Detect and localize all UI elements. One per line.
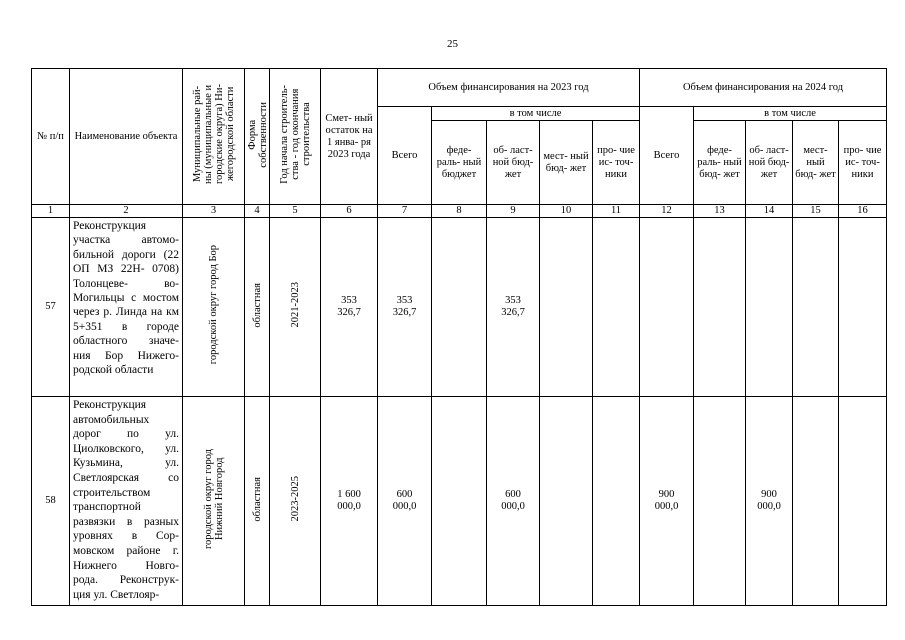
- total-2023-cell: [378, 397, 432, 606]
- header-fin-2023: Объем финансирования на 2023 год: [378, 69, 640, 107]
- regional-2023-cell: [487, 397, 540, 606]
- local-2023-cell: [540, 397, 593, 606]
- header-name: Наименование объекта: [70, 69, 183, 205]
- header-num: № п/п: [32, 69, 70, 205]
- regional-2023-cell: [487, 218, 540, 397]
- column-number: 6: [321, 205, 378, 218]
- column-number: 11: [593, 205, 640, 218]
- total-2024-cell: [640, 397, 694, 606]
- other-2024-cell: [839, 218, 887, 397]
- header-local-2023: мест- ный бюд- жет: [540, 121, 593, 205]
- header-years-line: строительства: [300, 102, 312, 167]
- header-federal-2023: феде- раль- ный бюджет: [432, 121, 487, 205]
- years-value: 2023-2025: [289, 476, 301, 522]
- object-name: Реконструкция автомобильных дорог по ул. Циолковского, ул. Кузьмина, ул. Светлоярская со строительством транспортной развязки в разных уровнях в Сор- мовском районе г. Нижнего Новго- рода. Реконструк- ция ул. Светлояр-: [73, 399, 179, 601]
- header-years-line: ства - год окончания: [289, 88, 301, 181]
- column-number: 3: [183, 205, 245, 218]
- header-incl-2024: в том числе: [694, 107, 887, 121]
- header-row-1: [32, 69, 887, 107]
- column-number: 14: [746, 205, 793, 218]
- column-number: 4: [245, 205, 270, 218]
- ownership-value: областная: [251, 476, 263, 522]
- total-2023-cell: [378, 218, 432, 397]
- header-ownership-line: собственности: [258, 101, 269, 168]
- column-number: 13: [694, 205, 746, 218]
- remainder-cell: [321, 218, 378, 397]
- header-other-2023: про- чие ис- точ- ники: [593, 121, 640, 205]
- district-cell: [183, 218, 245, 397]
- value-line: 353: [396, 295, 413, 306]
- header-district: [183, 69, 245, 205]
- value-line: 000,0: [757, 501, 781, 512]
- federal-2024-cell: [694, 397, 746, 606]
- header-district-line: городские округа) Ни-: [213, 84, 225, 185]
- column-number: 7: [378, 205, 432, 218]
- header-other-2024: про- чие ис- точ- ники: [839, 121, 887, 205]
- header-local-2024: мест- ный бюд- жет: [793, 121, 839, 205]
- value-line: 326,7: [337, 307, 361, 318]
- value-line: 900: [761, 489, 777, 500]
- column-number: 1: [32, 205, 70, 218]
- remainder-cell: [321, 397, 378, 606]
- header-years: [270, 69, 321, 205]
- column-number: 10: [540, 205, 593, 218]
- column-number: 15: [793, 205, 839, 218]
- object-name: Реконструкция участка автомо- бильной дороги (22 ОП МЗ 22Н- 0708) Толонцеве- во-Могильцы с мостом через р. Линда на км 5+351 в городе областного значе- ния Бор Нижего- родской области: [73, 220, 179, 377]
- value-line: 900: [658, 489, 675, 500]
- years-cell: [270, 218, 321, 397]
- column-number: 2: [70, 205, 183, 218]
- value-line: 326,7: [392, 307, 417, 318]
- page-number: 25: [447, 38, 458, 50]
- header-total-2024: Всего: [640, 107, 694, 205]
- row-num: 58: [32, 397, 70, 606]
- other-2023-cell: [593, 397, 640, 606]
- ownership-cell: [245, 397, 270, 606]
- other-2023-cell: [593, 218, 640, 397]
- value-line: 1 600: [337, 489, 361, 500]
- header-ownership-line: Форма: [247, 119, 258, 150]
- header-total-2023: Всего: [378, 107, 432, 205]
- object-name-cell: [70, 218, 183, 397]
- table-row: [32, 218, 887, 397]
- value-line: 000,0: [337, 501, 361, 512]
- row-num: 57: [32, 218, 70, 397]
- header-federal-2024: феде- раль- ный бюд- жет: [694, 121, 746, 205]
- local-2024-cell: [793, 397, 839, 606]
- district-line: городской округ город: [202, 448, 214, 550]
- column-number: 5: [270, 205, 321, 218]
- district-line: Нижний Новгород: [213, 457, 225, 541]
- header-years-line: Год начала строитель-: [278, 85, 290, 184]
- district-cell: [183, 397, 245, 606]
- years-cell: [270, 397, 321, 606]
- financing-table: [31, 68, 887, 606]
- header-incl-2023: в том числе: [432, 107, 640, 121]
- value-line: 326,7: [501, 307, 525, 318]
- district-line: городской округ город Бор: [208, 245, 219, 365]
- value-line: 000,0: [501, 501, 525, 512]
- header-district-line: Муниципальные рай-: [191, 86, 203, 183]
- years-value: 2021-2023: [289, 282, 301, 328]
- header-ownership: [245, 69, 270, 205]
- column-number: 8: [432, 205, 487, 218]
- regional-2024-cell: [746, 218, 793, 397]
- federal-2023-cell: [432, 218, 487, 397]
- local-2023-cell: [540, 218, 593, 397]
- header-fin-2024: Объем финансирования на 2024 год: [640, 69, 887, 107]
- column-number: 12: [640, 205, 694, 218]
- header-district-line: жегородской области: [224, 87, 236, 182]
- column-number-row: [32, 205, 887, 218]
- regional-2024-cell: [746, 397, 793, 606]
- object-name-cell: [70, 397, 183, 606]
- column-number: 16: [839, 205, 887, 218]
- federal-2024-cell: [694, 218, 746, 397]
- header-district-line: ны (муниципальные и: [202, 84, 214, 185]
- other-2024-cell: [839, 397, 887, 606]
- value-line: 353: [341, 295, 357, 306]
- federal-2023-cell: [432, 397, 487, 606]
- value-line: 600: [396, 489, 413, 500]
- header-regional-2023: об- ласт- ной бюд- жет: [487, 121, 540, 205]
- ownership-value: областная: [251, 282, 263, 328]
- column-number: 9: [487, 205, 540, 218]
- value-line: 600: [505, 489, 521, 500]
- table-row: [32, 397, 887, 606]
- header-remainder: Смет- ный остаток на 1 янва- ря 2023 года: [321, 69, 378, 205]
- value-line: 353: [505, 295, 521, 306]
- value-line: 000,0: [654, 501, 679, 512]
- total-2024-cell: [640, 218, 694, 397]
- local-2024-cell: [793, 218, 839, 397]
- ownership-cell: [245, 218, 270, 397]
- header-regional-2024: об- ласт- ной бюд- жет: [746, 121, 793, 205]
- value-line: 000,0: [392, 501, 417, 512]
